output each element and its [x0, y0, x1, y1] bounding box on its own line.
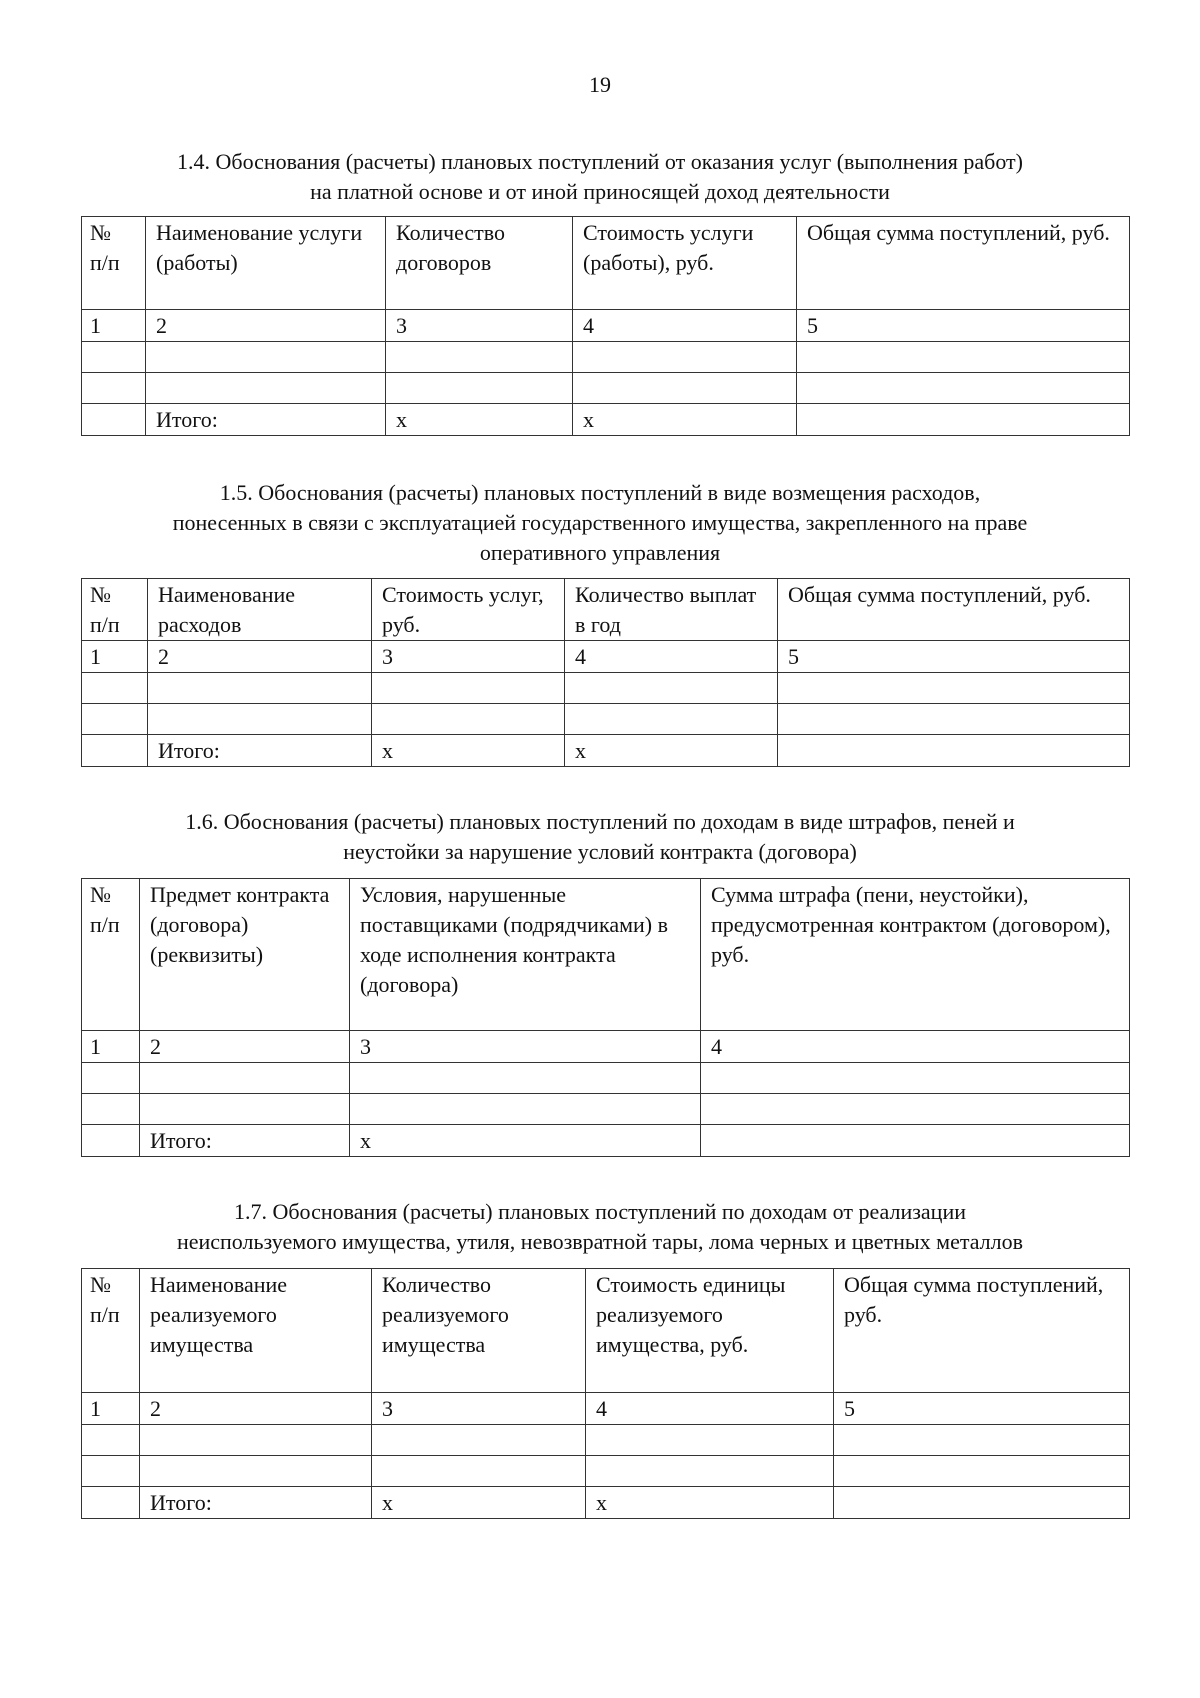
table-cell: x	[565, 735, 778, 767]
table-cell	[797, 342, 1130, 373]
table-cell: Общая сумма поступлений, руб.	[834, 1269, 1130, 1393]
table-cell	[586, 1425, 834, 1456]
table-cell	[372, 1425, 586, 1456]
table-cell: 3	[372, 641, 565, 673]
table-cell: 3	[372, 1393, 586, 1425]
table-cell: Наименование реализуемого имущества	[140, 1269, 372, 1393]
total-row	[82, 735, 1130, 767]
table-cell	[834, 1425, 1130, 1456]
table-cell: 2	[148, 641, 372, 673]
table-cell	[350, 1094, 701, 1125]
table-cell: Итого:	[146, 404, 386, 436]
table-cell	[146, 342, 386, 373]
table-cell: № п/п	[82, 579, 148, 641]
table-cell	[148, 673, 372, 704]
table-cell: № п/п	[82, 217, 146, 310]
page-number: 19	[589, 72, 611, 97]
title-line: оперативного управления	[479, 540, 721, 565]
empty-row	[82, 673, 1130, 704]
table-cell	[82, 1456, 140, 1487]
table-cell	[573, 342, 797, 373]
table-cell	[82, 1425, 140, 1456]
column-number-row	[82, 310, 1130, 342]
section-1-4-title	[60, 147, 1140, 207]
table-cell: № п/п	[82, 1269, 140, 1393]
table-cell: 1	[82, 1031, 140, 1063]
table-cell: Наименование услуги (работы)	[146, 217, 386, 310]
table-cell: 1	[82, 641, 148, 673]
table-cell	[146, 373, 386, 404]
table-cell: 2	[146, 310, 386, 342]
table-cell	[778, 704, 1130, 735]
table-cell	[82, 1063, 140, 1094]
table-cell	[82, 735, 148, 767]
title-line: 1.7. Обоснования (расчеты) плановых поступлений по доходам от реализации	[233, 1199, 967, 1224]
table-cell: Количество реализуемого имущества	[372, 1269, 586, 1393]
table-cell	[82, 673, 148, 704]
empty-row	[82, 342, 1130, 373]
table-cell: Общая сумма поступлений, руб.	[778, 579, 1130, 641]
table-cell	[778, 673, 1130, 704]
table-cell	[834, 1487, 1130, 1519]
section-1-5-title	[60, 478, 1140, 568]
title-line: неустойки за нарушение условий контракта (договора)	[343, 839, 857, 864]
table-cell	[701, 1094, 1130, 1125]
table-cell	[386, 373, 573, 404]
table-cell: 5	[797, 310, 1130, 342]
table-cell: 2	[140, 1393, 372, 1425]
table-cell	[565, 704, 778, 735]
section-1-7-title	[60, 1197, 1140, 1257]
table-cell	[140, 1425, 372, 1456]
table-cell	[350, 1063, 701, 1094]
column-number-row	[82, 1393, 1130, 1425]
table-cell: x	[372, 1487, 586, 1519]
section-1-4-table	[81, 216, 1130, 436]
table-cell	[82, 704, 148, 735]
table-cell: x	[573, 404, 797, 436]
table-cell: 2	[140, 1031, 350, 1063]
table-cell	[372, 1456, 586, 1487]
table-cell: 1	[82, 310, 146, 342]
table-cell	[140, 1063, 350, 1094]
table-cell: Итого:	[148, 735, 372, 767]
header-row	[82, 217, 1130, 310]
title-line: 1.4. Обоснования (расчеты) плановых поступлений от оказания услуг (выполнения работ)	[177, 149, 1023, 174]
section-1-7-table	[81, 1268, 1130, 1519]
table-cell: 1	[82, 1393, 140, 1425]
table-cell: 4	[573, 310, 797, 342]
table-cell: Предмет контракта (договора) (реквизиты)	[140, 879, 350, 1031]
table-cell	[82, 1487, 140, 1519]
table-cell	[778, 735, 1130, 767]
table-cell: 4	[586, 1393, 834, 1425]
table-cell	[834, 1456, 1130, 1487]
table-cell: 4	[701, 1031, 1130, 1063]
table-cell: Итого:	[140, 1487, 372, 1519]
table-cell	[797, 404, 1130, 436]
title-line: 1.6. Обоснования (расчеты) плановых поступлений по доходам в виде штрафов, пеней и	[185, 809, 1015, 834]
table-cell: Условия, нарушенные поставщиками (подрядчиками) в ходе исполнения контракта (договора)	[350, 879, 701, 1031]
table-cell	[701, 1063, 1130, 1094]
table-cell: Количество договоров	[386, 217, 573, 310]
table-cell: Общая сумма поступлений, руб.	[797, 217, 1130, 310]
header-row	[82, 1269, 1130, 1393]
table-cell: Итого:	[140, 1125, 350, 1157]
header-row	[82, 579, 1130, 641]
title-line: понесенных в связи с эксплуатацией государственного имущества, закрепленного на праве	[172, 510, 1028, 535]
section-1-6-title	[60, 807, 1140, 867]
table-cell: Стоимость услуги (работы), руб.	[573, 217, 797, 310]
table-cell: x	[386, 404, 573, 436]
table-cell: 3	[350, 1031, 701, 1063]
table-cell	[386, 342, 573, 373]
table-cell: 3	[386, 310, 573, 342]
section-1-6-table	[81, 878, 1130, 1157]
table-cell	[140, 1094, 350, 1125]
table-cell	[82, 1125, 140, 1157]
table-cell: Стоимость единицы реализуемого имущества, руб.	[586, 1269, 834, 1393]
table-cell	[372, 673, 565, 704]
table-cell: Стоимость услуг, руб.	[372, 579, 565, 641]
table-cell: x	[350, 1125, 701, 1157]
total-row	[82, 404, 1130, 436]
total-row	[82, 1487, 1130, 1519]
empty-row	[82, 373, 1130, 404]
table-cell	[82, 342, 146, 373]
table-cell: Наименование расходов	[148, 579, 372, 641]
table-cell	[372, 704, 565, 735]
empty-row	[82, 1063, 1130, 1094]
table-cell: Сумма штрафа (пени, неустойки), предусмотренная контрактом (договором), руб.	[701, 879, 1130, 1031]
empty-row	[82, 1456, 1130, 1487]
title-line: 1.5. Обоснования (расчеты) плановых поступлений в виде возмещения расходов,	[219, 480, 981, 505]
empty-row	[82, 1094, 1130, 1125]
table-cell: x	[372, 735, 565, 767]
column-number-row	[82, 1031, 1130, 1063]
table-cell: № п/п	[82, 879, 140, 1031]
table-cell: Количество выплат в год	[565, 579, 778, 641]
title-line: на платной основе и от иной приносящей доход деятельности	[310, 179, 890, 204]
table-cell	[701, 1125, 1130, 1157]
table-cell: 4	[565, 641, 778, 673]
empty-row	[82, 704, 1130, 735]
table-cell	[565, 673, 778, 704]
table-cell	[148, 704, 372, 735]
total-row	[82, 1125, 1130, 1157]
table-cell: 5	[834, 1393, 1130, 1425]
table-cell	[82, 404, 146, 436]
empty-row	[82, 1425, 1130, 1456]
table-cell	[140, 1456, 372, 1487]
title-line: неиспользуемого имущества, утиля, невозвратной тары, лома черных и цветных металлов	[176, 1229, 1024, 1254]
table-cell	[82, 1094, 140, 1125]
section-1-5-table	[81, 578, 1130, 767]
table-cell: 5	[778, 641, 1130, 673]
table-cell	[573, 373, 797, 404]
table-cell: x	[586, 1487, 834, 1519]
table-cell	[586, 1456, 834, 1487]
table-cell	[82, 373, 146, 404]
header-row	[82, 879, 1130, 1031]
column-number-row	[82, 641, 1130, 673]
table-cell	[797, 373, 1130, 404]
